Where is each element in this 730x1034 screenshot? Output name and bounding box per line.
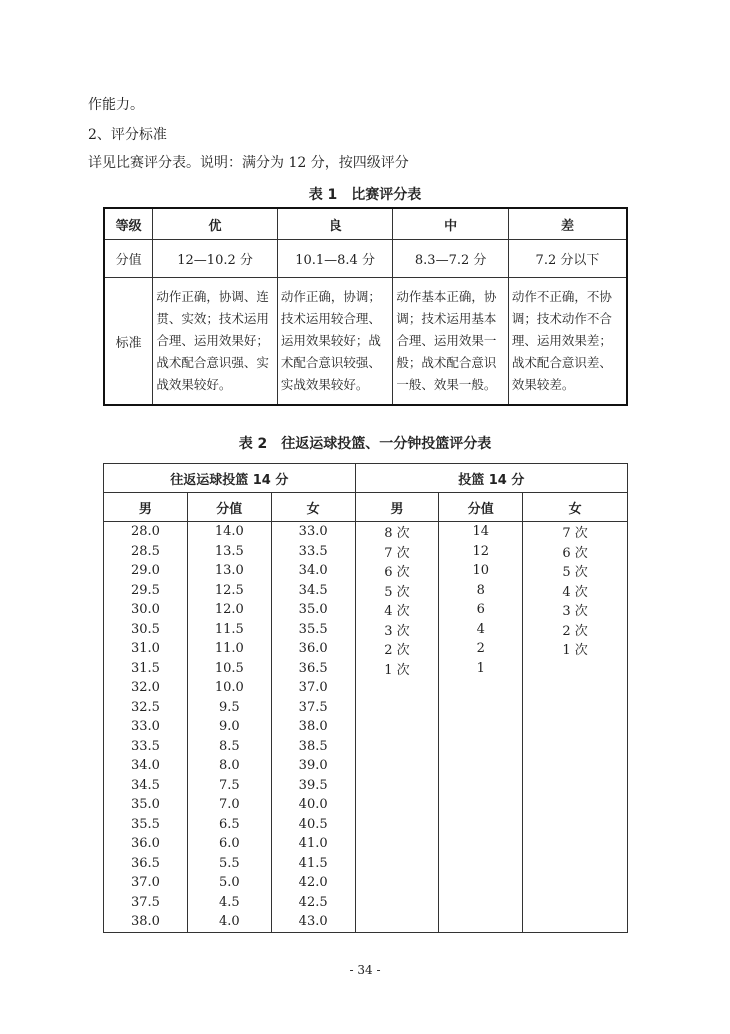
- table-cell: [439, 834, 523, 854]
- table-row: [104, 240, 627, 278]
- table-cell: 9.0: [187, 717, 271, 737]
- table-row: [104, 561, 628, 581]
- table-row: [104, 834, 628, 854]
- table-cell: 36.5: [104, 854, 188, 874]
- table-cell: [523, 698, 628, 718]
- table-cell: [355, 873, 439, 893]
- table-cell: [523, 795, 628, 815]
- table-cell: 35.0: [104, 795, 188, 815]
- header-cell: 往返运球投篮 14 分: [104, 464, 356, 493]
- table-cell: 6.0: [187, 834, 271, 854]
- table-row: [104, 717, 628, 737]
- table-cell: [355, 834, 439, 854]
- table-cell: 38.5: [271, 737, 355, 757]
- table-cell: 动作基本正确，协调；技术运用基本合理、运用效果一般；战术配合意识一般、效果一般。: [393, 278, 509, 406]
- table-cell: [439, 678, 523, 698]
- table-row: [104, 756, 628, 776]
- table-group-header-row: [104, 464, 628, 493]
- table-row: [104, 600, 628, 620]
- table-header-row: [104, 208, 627, 240]
- paragraph-text: 详见比赛评分表。说明：满分为 12 分，按四级评分: [88, 155, 409, 171]
- table-cell: 34.5: [271, 581, 355, 601]
- table-cell: 10.1—8.4 分: [277, 240, 393, 278]
- table-cell: [439, 737, 523, 757]
- table-cell: 5 次: [355, 581, 439, 601]
- table-cell: 35.0: [271, 600, 355, 620]
- table-cell: 4.0: [187, 912, 271, 932]
- table-cell: 40.0: [271, 795, 355, 815]
- table-cell: 33.0: [104, 717, 188, 737]
- table-cell: [355, 815, 439, 835]
- table-cell: 1: [439, 659, 523, 679]
- table-cell: 28.0: [104, 522, 188, 542]
- table-cell: 9.5: [187, 698, 271, 718]
- table-row: [104, 737, 628, 757]
- table-cell: 36.0: [271, 639, 355, 659]
- table-cell: 35.5: [104, 815, 188, 835]
- table-cell: 37.0: [104, 873, 188, 893]
- table-cell: 7 次: [523, 522, 628, 542]
- header-cell: 中: [393, 208, 509, 240]
- section-heading: 2、评分标准: [88, 127, 167, 143]
- table-cell: 2: [439, 639, 523, 659]
- table-header-row: [104, 493, 628, 522]
- table-cell: 30.5: [104, 620, 188, 640]
- table-cell: 37.0: [271, 678, 355, 698]
- table-cell: [523, 873, 628, 893]
- table2-caption: 表 2 往返运球投篮、一分钟投篮评分表: [238, 436, 492, 452]
- table-cell: 12.5: [187, 581, 271, 601]
- table-cell: [523, 678, 628, 698]
- table-cell: 38.0: [271, 717, 355, 737]
- table-cell: [523, 717, 628, 737]
- table-cell: 分值: [104, 240, 153, 278]
- table-cell: 3 次: [355, 620, 439, 640]
- table-cell: 29.0: [104, 561, 188, 581]
- table-cell: 12—10.2 分: [153, 240, 278, 278]
- table-cell: 8.0: [187, 756, 271, 776]
- table-cell: 43.0: [271, 912, 355, 932]
- table-cell: [523, 834, 628, 854]
- match-scoring-table: [103, 207, 628, 406]
- table-cell: [523, 815, 628, 835]
- table-cell: 2 次: [355, 639, 439, 659]
- header-cell: 分值: [187, 493, 271, 522]
- header-cell: 投篮 14 分: [355, 464, 627, 493]
- table-cell: 34.0: [271, 561, 355, 581]
- table-cell: 10: [439, 561, 523, 581]
- table-row: [104, 912, 628, 932]
- table-cell: 5.5: [187, 854, 271, 874]
- table-cell: 14: [439, 522, 523, 542]
- table-cell: 37.5: [104, 893, 188, 913]
- table-cell: 41.0: [271, 834, 355, 854]
- table-row: [104, 893, 628, 913]
- table-cell: 7.0: [187, 795, 271, 815]
- table-cell: 11.0: [187, 639, 271, 659]
- header-cell: 女: [523, 493, 628, 522]
- page-number: - 34 -: [349, 963, 381, 977]
- table-cell: [439, 795, 523, 815]
- table-cell: 1 次: [523, 639, 628, 659]
- table-cell: 34.5: [104, 776, 188, 796]
- table-cell: [355, 756, 439, 776]
- table-cell: 4 次: [355, 600, 439, 620]
- table-cell: 36.0: [104, 834, 188, 854]
- table-cell: 4.5: [187, 893, 271, 913]
- table-cell: 8.3—7.2 分: [393, 240, 509, 278]
- header-cell: 女: [271, 493, 355, 522]
- table-cell: 31.5: [104, 659, 188, 679]
- table-cell: 30.0: [104, 600, 188, 620]
- table-cell: 14.0: [187, 522, 271, 542]
- table-cell: 13.0: [187, 561, 271, 581]
- table-cell: 33.0: [271, 522, 355, 542]
- table-cell: 动作正确，协调；技术运用较合理、运用效果较好；战术配合意识较强、实战效果较好。: [277, 278, 393, 406]
- table-cell: 10.0: [187, 678, 271, 698]
- table-cell: 7 次: [355, 542, 439, 562]
- table-cell: 标准: [104, 278, 153, 406]
- table-row: [104, 698, 628, 718]
- table-cell: 42.0: [271, 873, 355, 893]
- paragraph-text: 作能力。: [88, 97, 144, 113]
- table-row: [104, 776, 628, 796]
- table-cell: 12: [439, 542, 523, 562]
- table-cell: 6 次: [523, 542, 628, 562]
- table-cell: [355, 854, 439, 874]
- table-row: [104, 522, 628, 542]
- table-row: [104, 678, 628, 698]
- table-cell: [355, 893, 439, 913]
- table-cell: 33.5: [271, 542, 355, 562]
- table-cell: [439, 893, 523, 913]
- table-cell: [523, 756, 628, 776]
- table-cell: [439, 756, 523, 776]
- table-row: [104, 795, 628, 815]
- table-cell: 3 次: [523, 600, 628, 620]
- table-cell: 39.0: [271, 756, 355, 776]
- table-cell: 39.5: [271, 776, 355, 796]
- table-row: [104, 873, 628, 893]
- table-cell: 1 次: [355, 659, 439, 679]
- table-cell: [355, 776, 439, 796]
- header-cell: 等级: [104, 208, 153, 240]
- table-cell: 32.0: [104, 678, 188, 698]
- table-cell: 11.5: [187, 620, 271, 640]
- table-cell: 5 次: [523, 561, 628, 581]
- table-cell: 12.0: [187, 600, 271, 620]
- table-row: [104, 639, 628, 659]
- table-cell: [523, 912, 628, 932]
- table-cell: 36.5: [271, 659, 355, 679]
- table-cell: [355, 678, 439, 698]
- shooting-scoring-table: [103, 463, 628, 933]
- table-cell: [439, 854, 523, 874]
- table-cell: 40.5: [271, 815, 355, 835]
- table-cell: 6 次: [355, 561, 439, 581]
- header-cell: 男: [355, 493, 439, 522]
- table-cell: 33.5: [104, 737, 188, 757]
- table-cell: [523, 893, 628, 913]
- table-cell: [355, 737, 439, 757]
- table-cell: 13.5: [187, 542, 271, 562]
- table-row: [104, 854, 628, 874]
- table-cell: [523, 854, 628, 874]
- table-cell: 35.5: [271, 620, 355, 640]
- table-cell: [439, 873, 523, 893]
- header-cell: 差: [508, 208, 627, 240]
- table-cell: 10.5: [187, 659, 271, 679]
- table-cell: [439, 698, 523, 718]
- table-cell: 8 次: [355, 522, 439, 542]
- table-cell: [439, 912, 523, 932]
- table-cell: 28.5: [104, 542, 188, 562]
- header-cell: 分值: [439, 493, 523, 522]
- table-cell: [439, 776, 523, 796]
- table-cell: 动作不正确，不协调；技术动作不合理、运用效果差；战术配合意识差、效果较差。: [508, 278, 627, 406]
- table-row: [104, 620, 628, 640]
- table-cell: [523, 659, 628, 679]
- table-cell: 38.0: [104, 912, 188, 932]
- table-row: [104, 542, 628, 562]
- table-cell: 5.0: [187, 873, 271, 893]
- table-cell: 8: [439, 581, 523, 601]
- table-cell: 32.5: [104, 698, 188, 718]
- table-cell: 8.5: [187, 737, 271, 757]
- table-cell: 42.5: [271, 893, 355, 913]
- table-cell: 34.0: [104, 756, 188, 776]
- table-cell: [355, 795, 439, 815]
- table-cell: 2 次: [523, 620, 628, 640]
- table-row: [104, 659, 628, 679]
- table-cell: [439, 815, 523, 835]
- table-cell: 7.5: [187, 776, 271, 796]
- table-cell: [355, 912, 439, 932]
- table-cell: 6.5: [187, 815, 271, 835]
- header-cell: 良: [277, 208, 393, 240]
- header-cell: 男: [104, 493, 188, 522]
- table-cell: 31.0: [104, 639, 188, 659]
- table-cell: 37.5: [271, 698, 355, 718]
- table-row: [104, 581, 628, 601]
- table-row: [104, 278, 627, 406]
- table-cell: 4: [439, 620, 523, 640]
- table-row: [104, 815, 628, 835]
- table-cell: 7.2 分以下: [508, 240, 627, 278]
- header-cell: 优: [153, 208, 278, 240]
- table-cell: [523, 776, 628, 796]
- table-cell: 6: [439, 600, 523, 620]
- table-cell: [523, 737, 628, 757]
- table-cell: 41.5: [271, 854, 355, 874]
- table-cell: 29.5: [104, 581, 188, 601]
- table-cell: 动作正确，协调、连贯、实效；技术运用合理、运用效果好；战术配合意识强、实战效果较好。: [153, 278, 278, 406]
- table-cell: [355, 717, 439, 737]
- table-cell: [439, 717, 523, 737]
- table1-caption: 表 1 比赛评分表: [308, 187, 422, 203]
- table-cell: 4 次: [523, 581, 628, 601]
- table-cell: [355, 698, 439, 718]
